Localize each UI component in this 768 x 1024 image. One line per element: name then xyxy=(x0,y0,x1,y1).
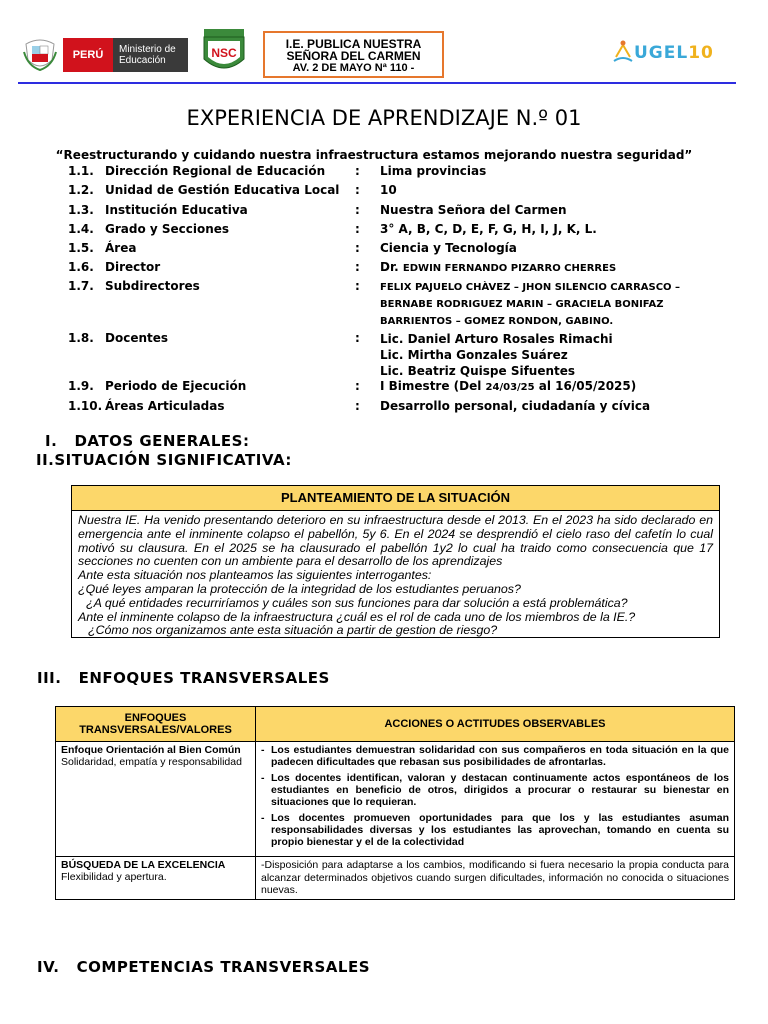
info-row xyxy=(68,331,748,379)
school-name-line2: SEÑORA DEL CARMEN xyxy=(286,49,421,63)
info-label: Institución Educativa xyxy=(105,203,248,217)
section-heading-competencias xyxy=(37,958,370,976)
situation-question: ¿Qué leyes amparan la protección de la integridad de los estudiantes peruanos? xyxy=(78,581,521,596)
info-number: 1.1. xyxy=(68,164,94,178)
info-row xyxy=(68,279,748,331)
director-name: EDWIN FERNANDO PIZARRO CHERRES xyxy=(402,263,617,274)
enfoque-values: Solidaridad, empatía y responsabilidad xyxy=(61,756,242,768)
director-title: Dr. xyxy=(380,260,403,274)
section-number: I. xyxy=(45,432,58,450)
column-header: ENFOQUES TRANSVERSALES/VALORES xyxy=(56,707,256,742)
situation-question: Ante el inminente colapso de la infraestructura ¿cuál es el rol de cada uno de los miembros de la IE.? xyxy=(78,609,636,624)
action-text: -Disposición para adaptarse a los cambios, modificando si fuera necesario la propia conducta para alcanzar determinados objetivos cuando surgen dificultades, información no conocida o situaciones nuevas. xyxy=(261,859,729,896)
table-cell xyxy=(256,857,735,900)
info-label: Subdirectores xyxy=(105,279,200,293)
info-value: Ciencia y Tecnología xyxy=(380,241,517,255)
info-number: 1.6. xyxy=(68,260,94,274)
info-row xyxy=(68,379,748,399)
table-cell xyxy=(256,742,735,857)
section-label: COMPETENCIAS TRANSVERSALES xyxy=(76,958,370,976)
period-start-date: 24/03/25 xyxy=(485,382,535,393)
situation-heading: PLANTEAMIENTO DE LA SITUACIÓN xyxy=(72,486,719,511)
info-colon: : xyxy=(355,183,360,197)
info-colon: : xyxy=(355,399,360,413)
info-colon: : xyxy=(355,260,360,274)
info-number: 1.3. xyxy=(68,203,94,217)
table-row xyxy=(56,742,735,857)
info-row xyxy=(68,399,748,418)
table-cell xyxy=(56,742,256,857)
ugel-logo xyxy=(612,36,722,70)
info-number: 1.8. xyxy=(68,331,94,345)
page-header xyxy=(0,0,768,86)
peru-coat-of-arms-icon xyxy=(22,38,58,72)
section-label: ENFOQUES TRANSVERSALES xyxy=(78,669,330,687)
info-value: Nuestra Señora del Carmen xyxy=(380,203,567,217)
info-label: Áreas Articuladas xyxy=(105,399,225,413)
teacher-line: Lic. Daniel Arturo Rosales Rimachi xyxy=(380,332,613,346)
section-label: DATOS GENERALES: xyxy=(74,432,250,450)
info-row xyxy=(68,241,748,260)
ministry-logo xyxy=(63,38,188,72)
info-value: Desarrollo personal, ciudadanía y cívica xyxy=(380,399,651,413)
info-value: 10 xyxy=(380,183,397,197)
section-heading-situacion xyxy=(36,451,292,469)
section-label: SITUACIÓN SIGNIFICATIVA: xyxy=(54,451,292,469)
ugel-label xyxy=(634,43,714,63)
situation-paragraph: Ante esta situación nos planteamos las siguientes interrogantes: xyxy=(78,568,432,583)
subdirector-line: BARRIENTOS – GOMEZ RONDON, GABINO. xyxy=(380,316,614,327)
info-row xyxy=(68,164,748,183)
school-name-line1: I.E. PUBLICA NUESTRA xyxy=(285,37,422,51)
info-colon: : xyxy=(355,164,360,178)
info-row xyxy=(68,222,748,241)
section-heading-datos-generales xyxy=(45,432,249,450)
info-label: Docentes xyxy=(105,331,169,345)
info-number: 1.5. xyxy=(68,241,94,255)
info-colon: : xyxy=(355,279,360,293)
table-row xyxy=(56,857,735,900)
info-row xyxy=(68,260,748,279)
action-list xyxy=(261,744,729,848)
school-name-box xyxy=(263,31,444,78)
teacher-line: Lic. Beatriz Quispe Sifuentes xyxy=(380,364,576,378)
action-text: Los docentes identifican, valoran y destacan continuamente actos espontáneos de los estudiantes en beneficio de otros, dirigidos a procurar o restaurar su bienestar en situaciones que lo requieran. xyxy=(271,772,729,808)
info-number: 1.7. xyxy=(68,279,94,293)
period-a: I Bimestre (Del xyxy=(380,379,486,393)
info-value: 3° A, B, C, D, E, F, G, H, I, J, K, L. xyxy=(380,222,597,236)
info-number: 1.9. xyxy=(68,379,94,393)
page-subtitle: “Reestructurando y cuidando nuestra infraestructura estamos mejorando nuestra seguridad” xyxy=(55,148,693,162)
subdirector-line: FELIX PAJUELO CHÀVEZ – JHON SILENCIO CARRASCO – xyxy=(380,282,681,293)
info-colon: : xyxy=(355,331,360,345)
info-label: Dirección Regional de Educación xyxy=(105,164,326,178)
action-item: - Los estudiantes demuestran solidaridad con sus compañeros en toda situación en la que padecen dificultades que rebasan sus posibilidades de afrontarlas. xyxy=(261,744,729,768)
enfoques-table xyxy=(55,706,735,900)
action-text: Los estudiantes demuestran solidaridad con sus compañeros en toda situación en la que padecen dificultades que rebasan sus posibilidades de afrontarlas. xyxy=(271,744,729,768)
period-c: al 16/05/2025) xyxy=(534,379,637,393)
situation-question: ¿A qué entidades recurriríamos y cuáles son sus funciones para dar solución a está problemática? xyxy=(86,595,628,610)
ministry-label: Ministerio de Educación xyxy=(113,38,188,72)
enfoque-title: BÚSQUEDA DE LA EXCELENCIA xyxy=(61,859,226,871)
info-row xyxy=(68,183,748,203)
school-address: AV. 2 DE MAYO Nª 110 - xyxy=(292,62,415,74)
table-cell xyxy=(56,857,256,900)
action-item: - Los docentes identifican, valoran y destacan continuamente actos espontáneos de los estudiantes en beneficio de otros, dirigidos a procurar o restaurar su bienestar en situaciones que lo requieran. xyxy=(261,772,729,808)
info-colon: : xyxy=(355,222,360,236)
ugel-main: UGEL xyxy=(634,43,689,63)
info-number: 1.4. xyxy=(68,222,94,236)
column-header: ACCIONES O ACTITUDES OBSERVABLES xyxy=(256,707,735,742)
info-colon: : xyxy=(355,379,360,393)
info-label: Unidad de Gestión Educativa Local xyxy=(105,183,340,197)
info-label: Grado y Secciones xyxy=(105,222,230,236)
section-number: IV. xyxy=(37,958,60,976)
action-text: Los docentes promueven oportunidades para que los y las estudiantes asuman responsabilidades diversas y los estudiantes las aprovechan, tomando en cuenta su propio bienestar y el de la colectividad xyxy=(271,812,729,848)
info-value xyxy=(380,279,748,331)
situation-box xyxy=(71,485,720,638)
section-number: III. xyxy=(37,669,62,687)
ugel-book-icon xyxy=(612,39,634,67)
info-value xyxy=(380,379,748,399)
section-heading-enfoques xyxy=(37,669,330,687)
page-title: EXPERIENCIA DE APRENDIZAJE N.º 01 xyxy=(186,106,582,130)
info-number: 1.10. xyxy=(68,399,103,413)
enfoque-values: Flexibilidad y apertura. xyxy=(61,871,167,883)
general-data-list xyxy=(68,164,748,418)
info-number: 1.2. xyxy=(68,183,94,197)
table-header-row xyxy=(56,707,735,742)
enfoque-title: Enfoque Orientación al Bien Común xyxy=(61,744,241,756)
ugel-number: 10 xyxy=(688,43,714,63)
peru-label: PERÚ xyxy=(63,38,113,72)
info-label: Director xyxy=(105,260,161,274)
info-value: Lima provincias xyxy=(380,164,487,178)
info-label: Área xyxy=(105,241,137,255)
situation-body xyxy=(72,511,719,638)
info-colon: : xyxy=(355,241,360,255)
situation-question: ¿Cómo nos organizamos ante esta situación a partir de gestion de riesgo? xyxy=(88,623,498,638)
teacher-line: Lic. Mirtha Gonzales Suárez xyxy=(380,348,568,362)
school-logo-text: NSC xyxy=(211,46,237,60)
info-value xyxy=(380,260,748,279)
action-item: - Los docentes promueven oportunidades para que los y las estudiantes asuman responsabilidades diversas y los estudiantes las aprovechan, tomando en cuenta su propio bienestar y el de la colectividad xyxy=(261,812,729,848)
info-label: Periodo de Ejecución xyxy=(105,379,247,393)
header-divider xyxy=(18,82,736,84)
situation-paragraph: Nuestra IE. Ha venido presentando deterioro en su infraestructura desde el 2013. En el 2023 ha sido declarado en emergencia ante el inminente colapso el pabellón, 5y 6. En el 2024 se desprendió el cielo raso del cafetín lo cual motivó su clausura. En el 2025 se ha clausurado el pabellón 1y2 lo cual ha traido como consecuencia que 17 secciones no cuenten con un ambiente para el desarrollo de los aprendizajes xyxy=(78,513,713,569)
info-value xyxy=(380,331,748,379)
info-colon: : xyxy=(355,203,360,217)
subdirector-line: BERNABE RODRIGUEZ MARIN – GRACIELA BONIFAZ xyxy=(380,299,664,310)
info-row xyxy=(68,203,748,222)
school-crest-icon xyxy=(200,27,248,77)
section-number: II. xyxy=(36,451,55,469)
